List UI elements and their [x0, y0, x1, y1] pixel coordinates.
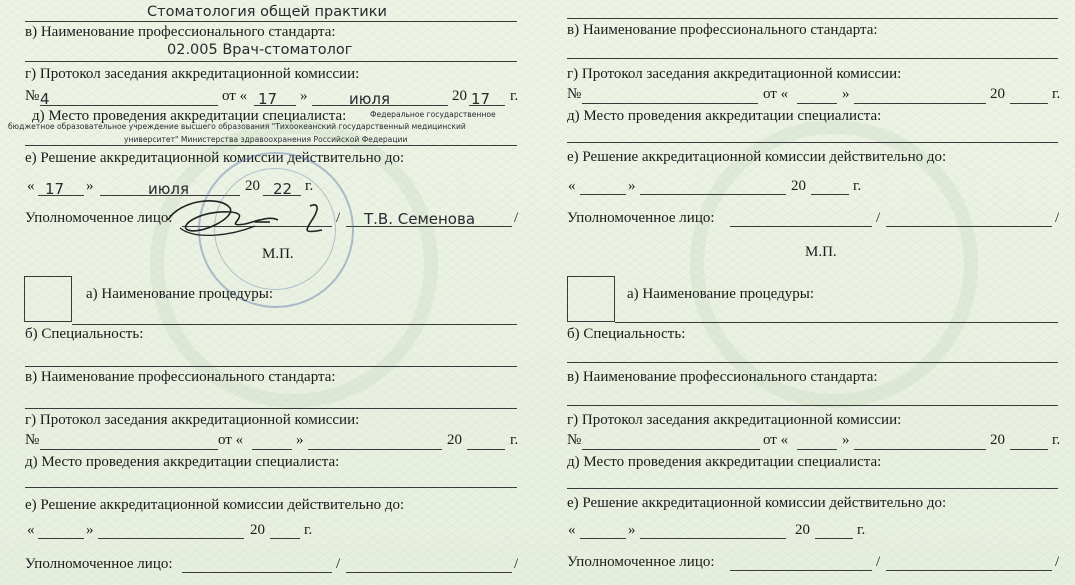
r-day-line: [797, 103, 837, 104]
r-top-line: [567, 18, 1058, 19]
protocol-day: 17: [258, 90, 278, 108]
procedure-checkbox-1[interactable]: [24, 276, 72, 322]
b2-valid-year-prefix: 20: [250, 522, 265, 538]
b2-close-quote: »: [296, 432, 304, 448]
r-year-prefix: 20: [990, 86, 1005, 102]
b2-place-label: д) Место проведения аккредитации специалиста:: [25, 454, 340, 470]
b2-protocol-label: г) Протокол заседания аккредитационной комиссии:: [25, 412, 360, 428]
r-b2-close-quote: »: [842, 432, 850, 448]
r-b2-place-label: д) Место проведения аккредитации специалиста:: [567, 454, 882, 470]
r-b2-valid-label: е) Решение аккредитационной комиссии действительно до:: [567, 495, 947, 511]
r-slash-2: /: [1055, 210, 1060, 226]
protocol-no-line: [40, 105, 218, 106]
r-b2-from: от «: [763, 432, 789, 448]
protocol-from-label: от «: [222, 88, 248, 104]
r-b2-valid-month-line: [640, 538, 786, 539]
b2-valid-month-line: [98, 538, 244, 539]
protocol-close-quote: »: [300, 88, 308, 104]
place-line: [25, 145, 517, 146]
b2-valid-close: »: [86, 522, 94, 538]
b2-month-line: [308, 449, 442, 450]
r-no-line: [582, 103, 758, 104]
b2-slash-1: /: [336, 556, 341, 572]
b2-proc-line: [72, 324, 517, 325]
r-b2-year-suffix: г.: [1052, 432, 1061, 448]
r-b2-proc-label: а) Наименование процедуры:: [627, 286, 814, 302]
r-place-line: [567, 142, 1058, 143]
r-b2-protocol-label: г) Протокол заседания аккредитационной комиссии:: [567, 412, 902, 428]
standard-label: в) Наименование профессионального стандарта:: [25, 24, 336, 40]
valid-open-quote: «: [27, 178, 35, 194]
r-year-suffix: г.: [1052, 86, 1061, 102]
place-value-line1: Федеральное государственное: [370, 110, 496, 119]
r-b2-valid-close: »: [628, 522, 636, 538]
place-label: д) Место проведения аккредитации специалиста:: [32, 108, 347, 124]
r-authorized-sign-line: [730, 226, 872, 227]
r-b2-authorized-label: Уполномоченное лицо:: [567, 554, 715, 570]
r-mp-label: М.П.: [805, 244, 837, 260]
b2-no: №: [25, 432, 40, 448]
authorized-slash-2: /: [514, 210, 519, 226]
protocol-day-line: [254, 105, 296, 106]
b2-spec-label: б) Специальность:: [25, 326, 144, 342]
mp-label: М.П.: [262, 246, 294, 262]
protocol-year-prefix: 20: [452, 88, 467, 104]
protocol-year-line: [469, 105, 505, 106]
b2-authorized-label: Уполномоченное лицо:: [25, 556, 173, 572]
b2-year-prefix: 20: [447, 432, 462, 448]
standard-value: 02.005 Врач-стоматолог: [167, 42, 353, 58]
b2-day-line: [252, 449, 292, 450]
valid-year-prefix: 20: [245, 178, 260, 194]
r-valid-label: е) Решение аккредитационной комиссии действительно до:: [567, 149, 947, 165]
r-b2-proc-line: [615, 322, 1058, 323]
r-b2-slash-2: /: [1055, 554, 1060, 570]
r-b2-year-line: [1010, 449, 1048, 450]
b2-authorized-name-line: [346, 572, 512, 573]
b2-spec-line: [25, 366, 517, 367]
r-from: от «: [763, 86, 789, 102]
b2-standard-label: в) Наименование профессионального стандарта:: [25, 369, 336, 385]
r-b2-month-line: [854, 449, 986, 450]
r-b2-day-line: [797, 449, 837, 450]
r-authorized-label: Уполномоченное лицо:: [567, 210, 715, 226]
place-value-line3: университет" Министерства здравоохранения Российской Федерации: [124, 135, 408, 144]
r-standard-line: [567, 58, 1058, 59]
r-b2-no: №: [567, 432, 582, 448]
valid-year: 22: [273, 180, 293, 198]
r-valid-open: «: [568, 178, 576, 194]
r-b2-valid-open: «: [568, 522, 576, 538]
authorized-label: Уполномоченное лицо:: [25, 210, 173, 226]
r-b2-valid-year-prefix: 20: [795, 522, 810, 538]
protocol-no-label: №: [25, 88, 40, 104]
b2-valid-open: «: [27, 522, 35, 538]
valid-year-suffix: г.: [305, 178, 314, 194]
r-b2-slash-1: /: [876, 554, 881, 570]
r-valid-year-suffix: г.: [853, 178, 862, 194]
r-month-line: [854, 103, 986, 104]
r-b2-authorized-name-line: [886, 570, 1052, 571]
protocol-year: 17: [471, 90, 491, 108]
r-no: №: [567, 86, 582, 102]
r-standard-label: в) Наименование профессионального стандарта:: [567, 22, 878, 38]
b2-year-line: [467, 449, 505, 450]
r-b2-authorized-sign-line: [730, 570, 872, 571]
r-b2-valid-year-suffix: г.: [857, 522, 866, 538]
r-b2-standard-line: [567, 405, 1058, 406]
protocol-no-value: 4: [40, 90, 50, 108]
b2-valid-day-line: [38, 538, 84, 539]
place-value-line2: бюджетное образовательное учреждение высшего образования "Тихоокеанский государственный медицинский: [8, 122, 466, 131]
valid-month: июля: [148, 180, 189, 198]
b2-year-suffix: г.: [510, 432, 519, 448]
r-b2-year-prefix: 20: [990, 432, 1005, 448]
r-valid-year-line: [811, 194, 849, 195]
b2-standard-line: [25, 408, 517, 409]
specialty-line: [25, 21, 517, 22]
r-valid-close: »: [628, 178, 636, 194]
r-b2-place-line: [567, 488, 1058, 489]
authorized-slash-1: /: [336, 210, 341, 226]
r-b2-valid-year-line: [815, 538, 853, 539]
protocol-month-line: [312, 105, 448, 106]
authorized-name: Т.В. Семенова: [364, 210, 476, 228]
b2-place-line: [25, 487, 517, 488]
r-valid-month-line: [640, 194, 786, 195]
authorized-name-line: [346, 226, 512, 227]
r-b2-valid-day-line: [580, 538, 626, 539]
r-b2-spec-line: [567, 362, 1058, 363]
b2-no-line: [40, 449, 218, 450]
b2-valid-year-line: [270, 538, 300, 539]
b2-valid-label: е) Решение аккредитационной комиссии действительно до:: [25, 497, 405, 513]
valid-day: 17: [45, 180, 65, 198]
protocol-month: июля: [349, 90, 390, 108]
r-valid-year-prefix: 20: [791, 178, 806, 194]
valid-day-line: [38, 195, 84, 196]
b2-proc-label: а) Наименование процедуры:: [86, 286, 273, 302]
b2-authorized-sign-line: [182, 572, 332, 573]
b2-slash-2: /: [514, 556, 519, 572]
protocol-label: г) Протокол заседания аккредитационной комиссии:: [25, 66, 360, 82]
r-valid-day-line: [580, 194, 626, 195]
r-close-quote: »: [842, 86, 850, 102]
r-b2-no-line: [582, 449, 760, 450]
valid-label: е) Решение аккредитационной комиссии действительно до:: [25, 150, 405, 166]
b2-valid-year-suffix: г.: [304, 522, 313, 538]
r-b2-standard-label: в) Наименование профессионального стандарта:: [567, 369, 878, 385]
standard-line: [25, 61, 517, 62]
procedure-checkbox-2[interactable]: [567, 276, 615, 322]
r-year-line: [1010, 103, 1048, 104]
r-place-label: д) Место проведения аккредитации специалиста:: [567, 108, 882, 124]
valid-close-quote: »: [86, 178, 94, 194]
b2-from: от «: [218, 432, 244, 448]
specialty-value: Стоматология общей практики: [147, 4, 387, 20]
r-slash-1: /: [876, 210, 881, 226]
protocol-year-suffix: г.: [510, 88, 519, 104]
signature: [160, 190, 340, 250]
r-protocol-label: г) Протокол заседания аккредитационной комиссии:: [567, 66, 902, 82]
r-authorized-name-line: [886, 226, 1052, 227]
r-b2-spec-label: б) Специальность:: [567, 326, 686, 342]
